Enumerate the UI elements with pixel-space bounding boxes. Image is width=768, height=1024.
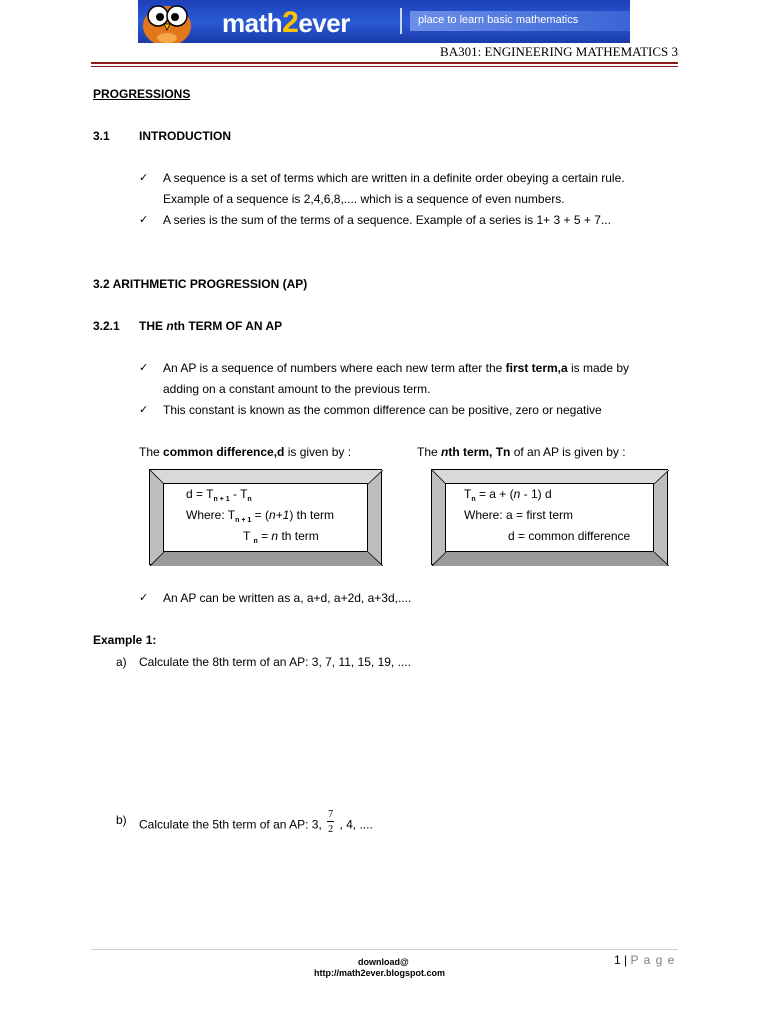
example-label-a: a) [116,655,127,669]
formula-line: T $_n$ = n th term [243,529,319,545]
checkmark-icon: ✓ [139,171,149,184]
formula-line: Where: a = first term [464,508,574,522]
common-difference-caption: The common difference,d is given by : [139,445,352,459]
checkmark-icon: ✓ [139,361,149,374]
example-label-b: b) [116,813,127,827]
bullet-text: adding on a constant amount to the previous term. [163,382,431,396]
header-rule [91,62,678,64]
checkmark-icon: ✓ [139,403,149,416]
checkmark-icon: ✓ [139,591,149,604]
section-title: INTRODUCTION [139,129,231,143]
formula-line: $d = T_{n + 1} - T_n$ [186,487,252,503]
nth-term-caption: The nth term, Tn of an AP is given by : [417,445,626,459]
footer-download: download@ [358,957,409,967]
example-title: Example 1: [93,633,157,647]
formula-line: $T_n = a + (n - 1)$ d [464,487,552,503]
section-title: 3.2 ARITHMETIC PROGRESSION (AP) [93,277,308,291]
formula-line: d = common difference [508,529,631,543]
example-question-a: Calculate the 8th term of an AP: 3, 7, 11, 15, 19, .... [139,655,411,669]
section-number: 3.1 [93,129,110,143]
subsection-number: 3.2.1 [93,319,120,333]
bullet-text: Example of a sequence is 2,4,6,8,.... which is a sequence of even numbers. [163,192,565,206]
bullet-text: A series is the sum of the terms of a sequence. Example of a series is 1+ 3 + 5 + 7... [163,213,611,227]
tagline: place to learn basic mathematics [418,14,579,26]
tagline-box [410,11,630,31]
bullet-text: This constant is known as the common difference can be positive, zero or negative [163,403,602,417]
page-title: PROGRESSIONS [93,87,191,101]
bullet-text: An AP can be written as a, a+d, a+2d, a+3d,.... [163,591,412,605]
fraction: $\frac{7}{2}$ [328,809,334,835]
subsection-title: THE nth TERM OF AN AP [139,319,283,333]
header-rule-thin [91,66,678,67]
bullet-text: An AP is a sequence of numbers where each new term after the first term,a is made by [163,361,630,375]
bullet-text: A sequence is a set of terms which are written in a definite order obeying a certain rule. [163,171,625,185]
site-logo: math2ever [222,6,350,39]
banner-divider [400,8,402,34]
owl-mascot-icon [140,0,194,43]
footer-url[interactable]: http://math2ever.blogspot.com [314,968,446,978]
formula-line: Where: $T_{n + 1} = (n+1)$ th term [186,508,334,524]
header-banner [138,0,630,43]
course-title: BA301: ENGINEERING MATHEMATICS 3 [440,44,678,59]
example-question-b: Calculate the 5th term of an AP: 3, $\frac{7}{2}$ , 4, .... [139,813,373,838]
footer-rule [91,949,678,950]
checkmark-icon: ✓ [139,213,149,226]
page-number: 1 | P a g e [614,953,676,967]
